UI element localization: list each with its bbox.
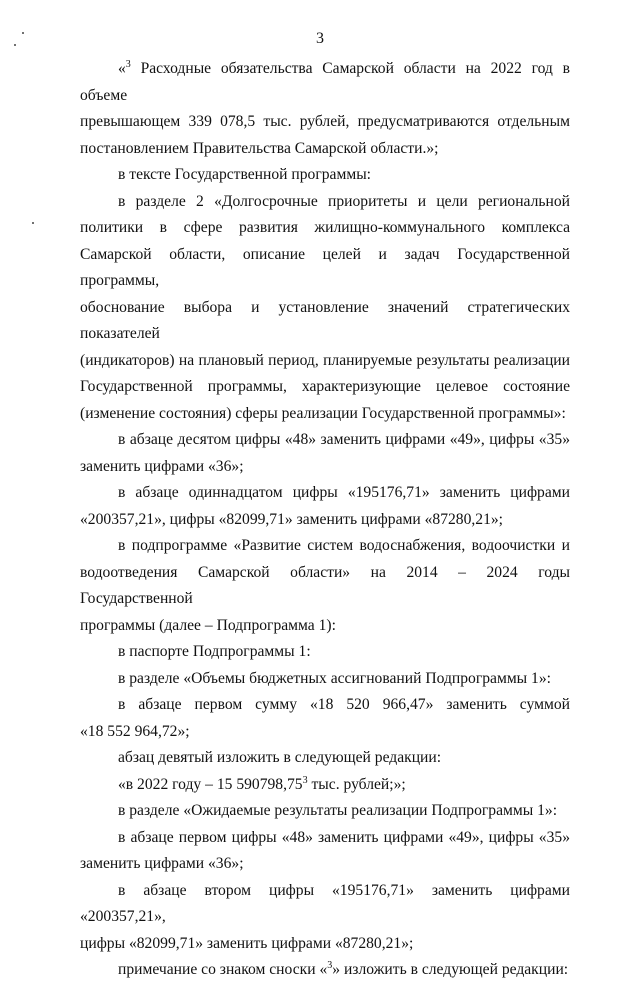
text-line [80, 109, 570, 136]
line-text: в абзаце десятом цифры «48» заменить цифрами «49», цифры «35» [118, 431, 570, 448]
paragraph [80, 772, 570, 799]
line-text: в абзаце одиннадцатом цифры «195176,71» заменить цифрами [118, 484, 570, 501]
line-text: «в 2022 году – 15 590798,75 [118, 775, 303, 793]
text-line [80, 931, 570, 958]
line-text: примечание со знаком сноски « [118, 961, 328, 978]
line-text: водоотведения Самарской области» на 2014 – 2024 годы Государственной [80, 563, 570, 607]
text-line [80, 136, 570, 163]
line-text: постановлением Правительства Самарской области.»; [80, 139, 439, 157]
line-text: » изложить в следующей редакции: [332, 961, 569, 978]
line-text: в абзаце первом сумму «18 520 966,47» заменить суммой [118, 696, 570, 713]
paragraph [80, 56, 570, 162]
text-line [80, 719, 570, 746]
paragraph [80, 957, 570, 984]
line-text: « [118, 60, 126, 77]
footnote-mark: 3 [302, 774, 308, 786]
line-text: заменить цифрами «36»; [80, 457, 244, 475]
text-line [80, 401, 570, 428]
line-text: в разделе 2 «Долгосрочные приоритеты и цели региональной [118, 192, 570, 210]
text-line [80, 798, 570, 825]
text-line [80, 666, 570, 693]
scan-speck [14, 44, 16, 46]
paragraph [80, 162, 570, 189]
line-text: тыс. рублей;»; [307, 775, 406, 793]
text-line [80, 639, 570, 666]
line-text: (изменение состояния) сферы реализации Государственной программы»: [80, 404, 566, 422]
text-line [80, 878, 570, 931]
paragraph [80, 825, 570, 878]
text-line [80, 454, 570, 481]
line-text: в разделе «Ожидаемые результаты реализации Подпрограммы 1»: [118, 802, 558, 819]
line-text: абзац девятый изложить в следующей редакции: [118, 749, 442, 766]
line-text: Государственной программы, характеризующие целевое состояние [80, 378, 570, 395]
text-line [80, 295, 570, 348]
paragraph [80, 878, 570, 958]
line-text: (индикаторов) на плановый период, планируемые результаты реализации [80, 351, 570, 369]
line-text: Самарской области, описание целей и задач Государственной программы, [80, 245, 570, 289]
line-text: обоснование выбора и установление значений стратегических показателей [80, 298, 570, 342]
text-line [80, 374, 570, 401]
line-text: в разделе «Объемы бюджетных ассигнований Подпрограммы 1»: [118, 669, 551, 687]
paragraph [80, 692, 570, 745]
line-text: в абзаце первом цифры «48» заменить цифрами «49», цифры «35» [118, 828, 570, 846]
line-text: в тексте Государственной программы: [118, 166, 372, 183]
line-text: в абзаце втором цифры «195176,71» заменить цифрами «200357,21», [80, 881, 570, 925]
paragraph [80, 639, 570, 666]
paragraph [80, 427, 570, 480]
text-line [80, 480, 570, 507]
line-text: цифры «82099,71» заменить цифрами «87280,21»; [80, 934, 414, 952]
text-line [80, 851, 570, 878]
line-text: заменить цифрами «36»; [80, 855, 244, 872]
text-line [80, 56, 570, 109]
text-line [80, 772, 570, 799]
document-body [80, 56, 570, 984]
text-line [80, 162, 570, 189]
paragraph [80, 533, 570, 639]
paragraph [80, 745, 570, 772]
text-line [80, 533, 570, 560]
text-line [80, 825, 570, 852]
text-line [80, 957, 570, 984]
text-line [80, 215, 570, 242]
line-text: политики в сфере развития жилищно-коммунального комплекса [80, 219, 570, 236]
line-text: «18 552 964,72»; [80, 722, 190, 740]
page-number: 3 [316, 30, 324, 47]
paragraph [80, 480, 570, 533]
text-line [80, 348, 570, 375]
paragraph [80, 666, 570, 693]
text-line [80, 427, 570, 454]
line-text: Расходные обязательства Самарской области на 2022 год в объеме [80, 60, 570, 104]
line-text: в паспорте Подпрограммы 1: [118, 643, 311, 660]
text-line [80, 692, 570, 719]
text-line [80, 507, 570, 534]
text-line [80, 189, 570, 216]
line-text: «200357,21», цифры «82099,71» заменить цифрами «87280,21»; [80, 510, 504, 528]
line-text: превышающем 339 078,5 тыс. рублей, предусматриваются отдельным [80, 113, 570, 130]
line-text: в подпрограмме «Развитие систем водоснабжения, водоочистки и [118, 537, 570, 554]
text-line [80, 613, 570, 640]
footnote-mark: 3 [327, 959, 333, 971]
paragraph [80, 189, 570, 428]
scan-speck [22, 32, 24, 34]
footnote-mark: 3 [125, 58, 131, 70]
paragraph [80, 798, 570, 825]
scan-speck [32, 222, 34, 224]
text-line [80, 242, 570, 295]
text-line [80, 560, 570, 613]
text-line [80, 745, 570, 772]
line-text: программы (далее – Подпрограмма 1): [80, 616, 336, 634]
